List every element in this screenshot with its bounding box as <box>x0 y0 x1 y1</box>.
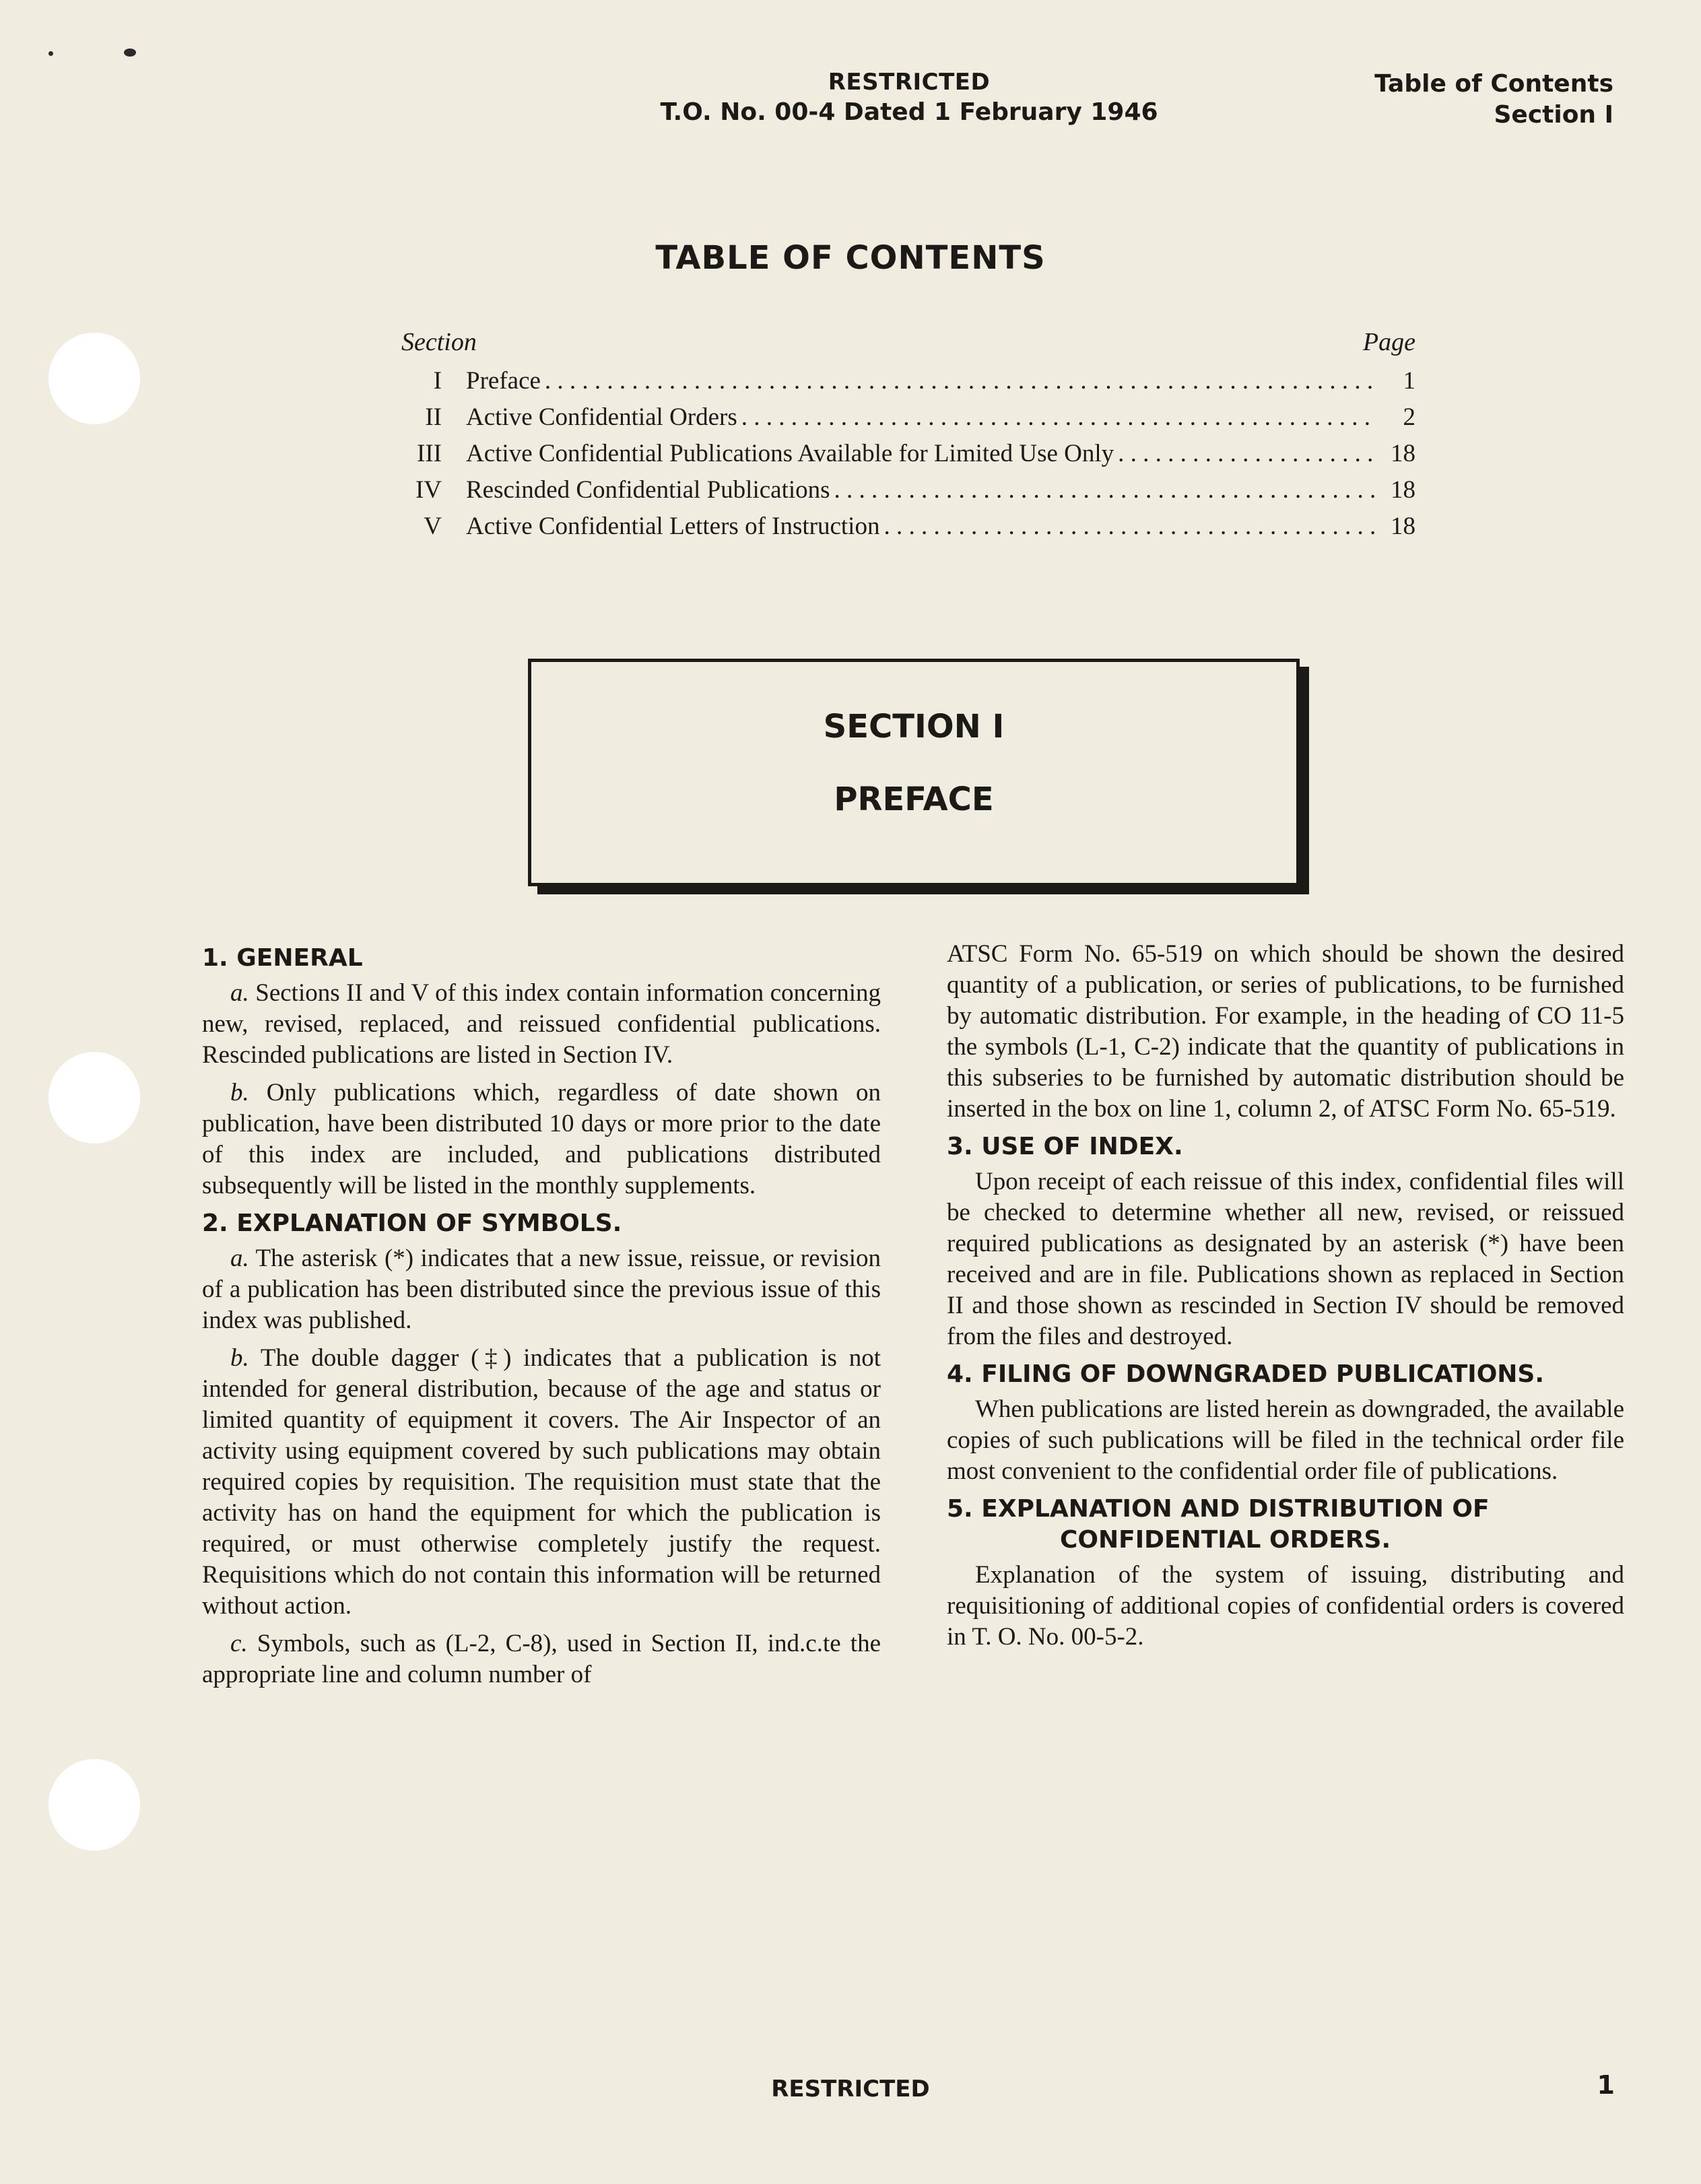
heading-general: 1. GENERAL <box>202 944 363 972</box>
footer-classification: RESTRICTED <box>771 2076 930 2103</box>
toc-row-number: I <box>433 367 442 395</box>
toc-row-title: Preface <box>466 367 541 395</box>
page-number: 1 <box>1597 2070 1615 2100</box>
toc-row-title: Active Confidential Orders <box>466 403 737 431</box>
toc-col-section: Section <box>401 328 477 356</box>
paragraph-text: The asterisk (*) indicates that a new issue, reissue, or revision of a publication has been distributed since the previous issue of this index was published. <box>202 1245 881 1334</box>
toc-row <box>401 475 1415 512</box>
toc-leader-dots <box>834 475 1376 504</box>
header-right-line1: Table of Contents <box>1374 70 1613 98</box>
paragraph-continued: ATSC Form No. 65-519 on which should be shown the desired quantity of a publication, or series of publications, to be furnished by automatic distribution. For example, in the heading of CO 11-5 the symbols (L-1, C-2) indicate that the quantity of publications in this subseries to be furnished by automatic distribution should be inserted in the box on line 1, column 2, of ATSC Form No. 65-519. <box>947 940 1624 1123</box>
paragraph-label: c. <box>230 1630 248 1657</box>
toc-row-page: 18 <box>1391 512 1415 540</box>
toc-row-page: 2 <box>1403 403 1415 431</box>
toc-header <box>401 327 1415 366</box>
paragraph <box>202 1243 881 1336</box>
toc-row-title: Rescinded Confidential Publications <box>466 476 830 504</box>
toc-leader-dots <box>883 512 1376 541</box>
binder-hole <box>48 1052 140 1144</box>
heading-filing-downgraded: 4. FILING OF DOWNGRADED PUBLICATIONS. <box>947 1360 1545 1388</box>
header-section-ref <box>1374 69 1613 131</box>
heading-use-of-index: 3. USE OF INDEX. <box>947 1133 1183 1160</box>
ink-speck <box>124 48 136 57</box>
toc-row-number: III <box>417 440 442 467</box>
paragraph-label: a. <box>230 1245 249 1272</box>
toc-title: TABLE OF CONTENTS <box>655 239 1046 277</box>
section-title-box <box>528 659 1300 886</box>
toc-row <box>401 439 1415 475</box>
section-name: PREFACE <box>834 781 994 818</box>
paragraph-label: b. <box>230 1344 249 1372</box>
paragraph <box>202 1628 881 1690</box>
toc-row <box>401 366 1415 403</box>
binder-hole <box>48 333 140 424</box>
header-classification: RESTRICTED <box>828 69 991 96</box>
heading-explanation-of-symbols: 2. EXPLANATION OF SYMBOLS. <box>202 1210 622 1237</box>
section-number: SECTION I <box>823 708 1005 746</box>
header-right-line2: Section I <box>1494 101 1613 129</box>
toc-row <box>401 512 1415 548</box>
paragraph-text: Only publications which, regardless of date shown on publication, have been distributed 10 days or more prior to the date of this index are included, and publications distributed subsequently will be listed in the monthly supplements. <box>202 1079 881 1199</box>
paragraph-label: b. <box>230 1079 249 1106</box>
page-header <box>471 69 1347 126</box>
paragraph <box>202 1078 881 1201</box>
toc-leader-dots <box>741 403 1376 432</box>
paragraph-text: Symbols, such as (L-2, C-8), used in Section II, ind.c.te the appropriate line and column number of <box>202 1630 881 1688</box>
ink-speck <box>48 51 53 56</box>
body-column-left <box>202 939 881 1697</box>
toc-row-number: V <box>424 512 442 540</box>
toc-leader-dots <box>1118 439 1376 468</box>
toc-row <box>401 403 1415 439</box>
binder-hole <box>48 1759 140 1851</box>
paragraph <box>202 978 881 1071</box>
paragraph: Explanation of the system of issuing, distributing and requisitioning of additional copies of confidential orders is covered in T. O. No. 00-5-2. <box>947 1561 1624 1651</box>
toc-col-page: Page <box>1362 328 1415 356</box>
paragraph-label: a. <box>230 979 249 1007</box>
paragraph-text: The double dagger (‡) indicates that a publication is not intended for general distribution, because of the age and status or limited quantity of equipment it covers. The Air Inspector of an activity using equipment covered by such publications may obtain required copies by requisition. The requisition must state that the activity has on hand the equipment for which the publication is required, or must otherwise completely justify the request. Requisitions which do not contain this information will be returned without action. <box>202 1344 881 1620</box>
heading-explanation-distribution <box>947 1494 1624 1556</box>
paragraph: Upon receipt of each reissue of this index, confidential files will be checked to determine whether all new, revised, or reissued required publications as designated by an asterisk (*) have been received and are in file. Publications shown as replaced in Section II and those shown as rescinded in Section IV should be removed from the files and destroyed. <box>947 1168 1624 1350</box>
heading-line: 5. EXPLANATION AND DISTRIBUTION OF <box>947 1495 1490 1523</box>
toc-row-title: Active Confidential Publications Available for Limited Use Only <box>466 440 1114 467</box>
table-of-contents <box>401 327 1415 548</box>
heading-line: CONFIDENTIAL ORDERS. <box>1060 1526 1391 1554</box>
paragraph-text: Sections II and V of this index contain information concerning new, revised, replaced, and reissued confidential publications. Rescinded publications are listed in Section IV. <box>202 979 881 1069</box>
toc-row-number: II <box>425 403 442 431</box>
toc-row-page: 18 <box>1391 476 1415 504</box>
paragraph: When publications are listed herein as downgraded, the available copies of such publications will be filed in the technical order file most convenient to the confidential order file of publications. <box>947 1395 1624 1485</box>
body-column-right <box>947 939 1624 1659</box>
toc-row-page: 18 <box>1391 440 1415 467</box>
toc-row-page: 1 <box>1403 367 1415 395</box>
toc-leader-dots <box>545 366 1376 395</box>
toc-row-number: IV <box>415 476 442 504</box>
toc-row-title: Active Confidential Letters of Instruction <box>466 512 880 540</box>
paragraph <box>202 1343 881 1622</box>
header-to-line: T.O. No. 00-4 Dated 1 February 1946 <box>660 98 1158 126</box>
